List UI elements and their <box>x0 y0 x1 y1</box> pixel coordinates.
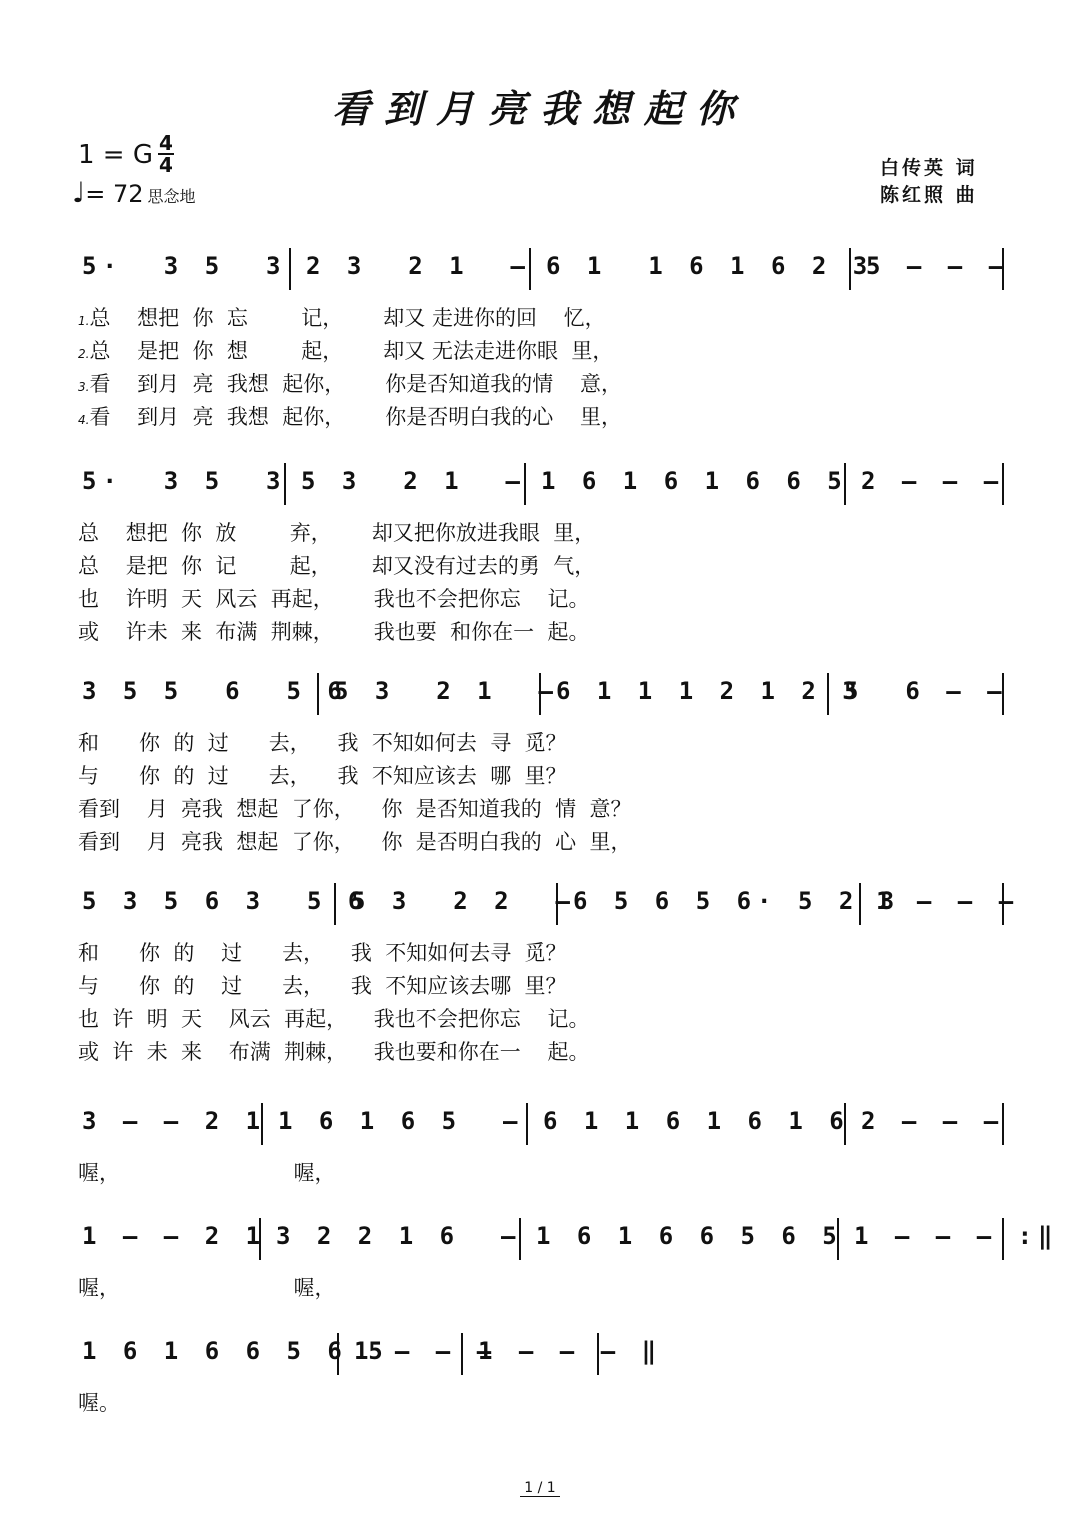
lyric-text: 喔， 喔， <box>78 1161 336 1185</box>
measure: 3 – – 2 1 <box>82 1107 267 1135</box>
lyric-text: 总 是把 你 想 起， 却又 无法走进你眼 里， <box>89 339 614 363</box>
measure: 6 1 1 1 2 1 2 3 <box>556 677 863 705</box>
measure: 5 3 2 1 – <box>334 677 559 705</box>
lyric-line <box>78 826 918 856</box>
lyric-text: 与 你 的 过 去， 我 不知应该去 哪 里？ <box>78 764 567 788</box>
lyricist-credit: 白传英 词 <box>880 157 978 179</box>
lyric-text: 或 许 未 来 布满 荆棘， 我也要和你在一 起。 <box>78 1040 590 1064</box>
verse-number: 3. <box>78 380 90 394</box>
lyric-text: 也 许明 天 风云 再起， 我也不会把你忘 记。 <box>78 587 590 611</box>
lyric-line <box>78 793 918 823</box>
lyric-line <box>78 302 918 332</box>
measure: 6 5 6 5 6· 5 2 3 <box>573 887 901 915</box>
measure: 6 1 1 6 1 6 1 6 <box>543 1107 850 1135</box>
lyric-line <box>78 1387 918 1417</box>
key-signature: 1 = G <box>78 140 154 170</box>
page-number: 1 / 1 <box>0 1480 1080 1496</box>
lyric-line <box>78 616 918 646</box>
measure: 3 5 5 6 5 6 <box>82 677 348 705</box>
lyric-line <box>78 1272 918 1302</box>
lyric-line <box>78 970 918 1000</box>
measure: 1 6 1 6 1 6 6 5 <box>541 467 848 495</box>
lyric-text: 喔， 喔， <box>78 1276 336 1300</box>
lyric-text: 或 许未 来 布满 荆棘， 我也要 和你在一 起。 <box>78 620 590 644</box>
measure: 1 – – – <box>354 1337 498 1365</box>
lyric-line <box>78 583 918 613</box>
composer-credit: 陈红照 曲 <box>880 184 978 206</box>
lyric-text: 看 到月 亮 我想 起你， 你是否明白我的心 里， <box>89 405 622 429</box>
lyric-text: 和 你 的 过 去， 我 不知如何去 寻 觅？ <box>78 731 567 755</box>
lyric-line <box>78 1003 918 1033</box>
measure: 1 – – 2 1 <box>82 1222 267 1250</box>
time-signature <box>158 131 174 177</box>
tempo-value: = 72 <box>85 180 144 208</box>
measure: 1 6 1 6 6 5 6 5 <box>536 1222 843 1250</box>
verse-number: 4. <box>78 413 90 427</box>
lyric-line <box>78 368 918 398</box>
lyric-line <box>78 517 918 547</box>
measure: 1 – – – <box>876 887 1020 915</box>
time-signature-top: 4 <box>159 131 173 155</box>
lyric-text: 喔。 <box>78 1391 120 1415</box>
measure: 2 – – – <box>861 1107 1005 1135</box>
measure: 6 1 1 6 1 6 2 3 <box>546 252 874 280</box>
lyric-line <box>78 401 918 431</box>
song-title: 看到月亮我想起你 <box>331 86 748 131</box>
measure: 1 – – – ‖ <box>478 1337 663 1365</box>
measure: 1 – – – :‖ <box>854 1222 1059 1250</box>
measure: 5· 3 5 3 <box>82 467 287 495</box>
lyric-text: 看到 月 亮我 想起 了你， 你 是否明白我的 心 里， <box>78 830 632 854</box>
measure: 2 – – – <box>861 467 1005 495</box>
measure: 3 2 2 1 6 – <box>276 1222 522 1250</box>
measure: 2 3 2 1 – <box>306 252 531 280</box>
lyric-line <box>78 1036 918 1066</box>
measure: 5 – – – <box>866 252 1010 280</box>
lyric-text: 总 想把 你 忘 记， 却又 走进你的回 忆， <box>89 306 606 330</box>
lyric-text: 总 是把 你 记 起， 却又没有过去的勇 气， <box>78 554 596 578</box>
quarter-note-icon: ♩ <box>72 176 86 209</box>
lyric-text: 看 到月 亮 我想 起你， 你是否知道我的情 意， <box>89 372 622 396</box>
tempo-marking <box>72 176 196 209</box>
measure: 5 3 2 2 – <box>351 887 576 915</box>
lyric-text: 看到 月 亮我 想起 了你， 你 是否知道我的 情 意？ <box>78 797 632 821</box>
verse-number: 1. <box>78 314 90 328</box>
verse-number: 2. <box>78 347 90 361</box>
lyric-line <box>78 335 918 365</box>
lyric-line <box>78 1157 918 1187</box>
measure: 1 6 1 6 6 5 6 5 <box>82 1337 389 1365</box>
measure: 5· 3 5 3 <box>82 252 287 280</box>
lyric-line <box>78 937 918 967</box>
measure: 5 3 2 1 – <box>301 467 526 495</box>
measure: 1 6 1 6 5 – <box>278 1107 524 1135</box>
lyric-text: 和 你 的 过 去， 我 不知如何去寻 觅？ <box>78 941 567 965</box>
lyric-line <box>78 760 918 790</box>
time-signature-bottom: 4 <box>159 153 173 177</box>
lyric-text: 也 许 明 天 风云 再起， 我也不会把你忘 记。 <box>78 1007 590 1031</box>
lyric-line <box>78 727 918 757</box>
lyric-line <box>78 550 918 580</box>
lyric-text: 总 想把 你 放 弃， 却又把你放进我眼 里， <box>78 521 596 545</box>
measure: 5 3 5 6 3 5 6 <box>82 887 369 915</box>
tempo-expression: 思念地 <box>147 187 196 206</box>
measure: 5 6 – – <box>844 677 1008 705</box>
lyric-text: 与 你 的 过 去， 我 不知应该去哪 里？ <box>78 974 567 998</box>
